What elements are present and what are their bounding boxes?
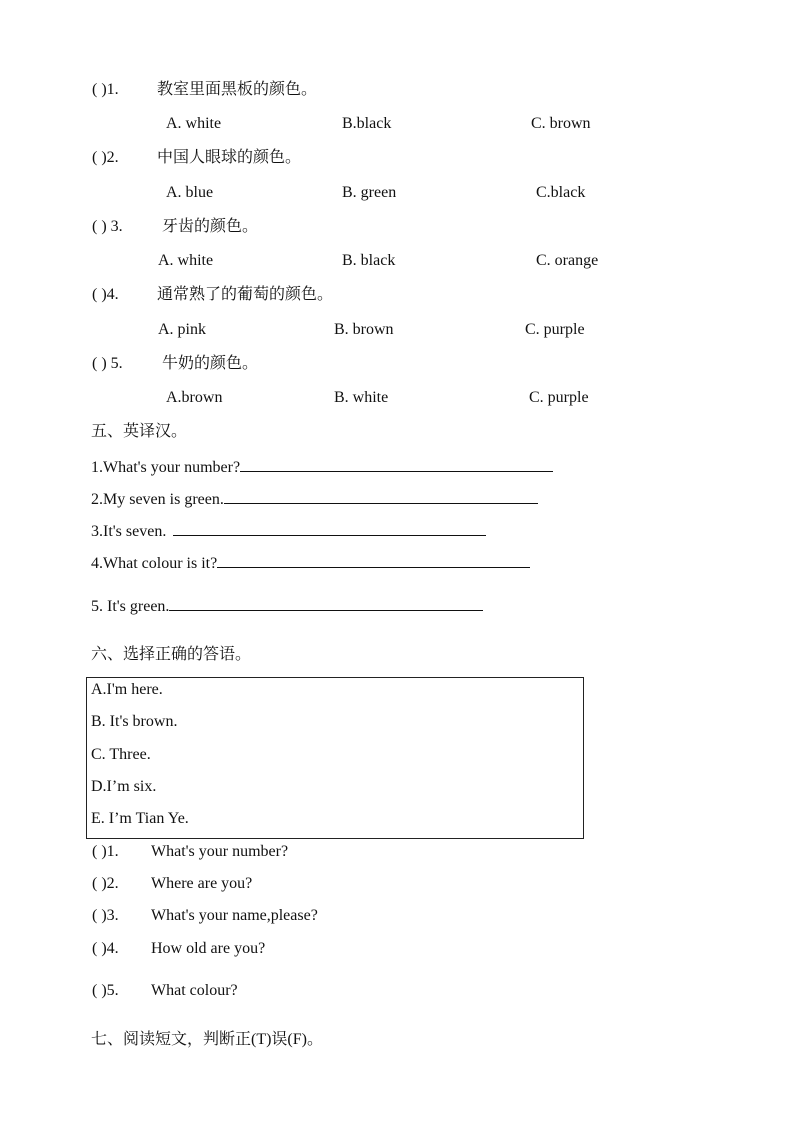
question-text: Where are you? [151, 875, 253, 892]
option-c: C. brown [531, 115, 591, 132]
item-text: 1.What's your number? [91, 459, 241, 476]
question-stem: 中国人眼球的颜色。 [157, 149, 302, 166]
question-stem: 牙齿的颜色。 [162, 218, 259, 235]
answer-option-d: D.I’m six. [91, 778, 157, 795]
answer-option-b: B. It's brown. [91, 713, 178, 730]
answer-option-c: C. Three. [91, 746, 151, 763]
question-number: ( )4. [92, 286, 119, 303]
question-text: What colour? [151, 982, 238, 999]
item-text: 2.My seven is green. [91, 491, 224, 508]
translation-item-5 [91, 596, 483, 617]
translation-item-3 [91, 521, 486, 542]
option-a: A.brown [166, 389, 223, 406]
section7-title: 七、阅读短文，判断正(T)误(F)。 [91, 1031, 323, 1048]
translation-item-4 [91, 553, 530, 574]
answer-option-e: E. I’m Tian Ye. [91, 810, 189, 827]
option-b: B. white [334, 389, 389, 406]
option-a: A. white [166, 115, 222, 132]
item-text: 4.What colour is it? [91, 555, 218, 572]
item-text: 3.It's seven. [91, 523, 167, 540]
item-text: 5. It's green. [91, 598, 170, 615]
question-stem: 教室里面黑板的颜色。 [157, 81, 318, 98]
option-c: C.black [536, 184, 586, 201]
option-a: A. white [158, 252, 214, 269]
translation-item-2 [91, 489, 538, 510]
option-b: B. black [342, 252, 396, 269]
question-stem: 通常熟了的葡萄的颜色。 [157, 286, 334, 303]
answer-blank[interactable] [173, 521, 486, 536]
option-c: C. purple [529, 389, 589, 406]
option-a: A. blue [166, 184, 214, 201]
option-c: C. orange [536, 252, 599, 269]
question-number: ( )2. [92, 149, 119, 166]
answer-blank[interactable] [224, 489, 538, 504]
answer-blank[interactable] [169, 596, 483, 611]
translation-item-1 [91, 457, 553, 478]
question-text: What's your number? [151, 843, 289, 860]
section5-title: 五、英译汉。 [91, 423, 188, 440]
question-number: ( )1. [92, 81, 119, 98]
question-number: ( )3. [92, 907, 119, 924]
question-text: How old are you? [151, 940, 266, 957]
question-number: ( ) 3. [92, 218, 123, 235]
option-c: C. purple [525, 321, 585, 338]
option-a: A. pink [158, 321, 206, 338]
question-number: ( )5. [92, 982, 119, 999]
option-b: B. brown [334, 321, 394, 338]
answer-blank[interactable] [217, 553, 530, 568]
question-number: ( ) 5. [92, 355, 123, 372]
answer-option-a: A.I'm here. [91, 681, 163, 698]
question-number: ( )2. [92, 875, 119, 892]
option-b: B.black [342, 115, 392, 132]
question-stem: 牛奶的颜色。 [162, 355, 259, 372]
option-b: B. green [342, 184, 397, 201]
question-number: ( )1. [92, 843, 119, 860]
section6-title: 六、选择正确的答语。 [91, 646, 252, 663]
question-number: ( )4. [92, 940, 119, 957]
question-text: What's your name,please? [151, 907, 318, 924]
answer-blank[interactable] [240, 457, 553, 472]
